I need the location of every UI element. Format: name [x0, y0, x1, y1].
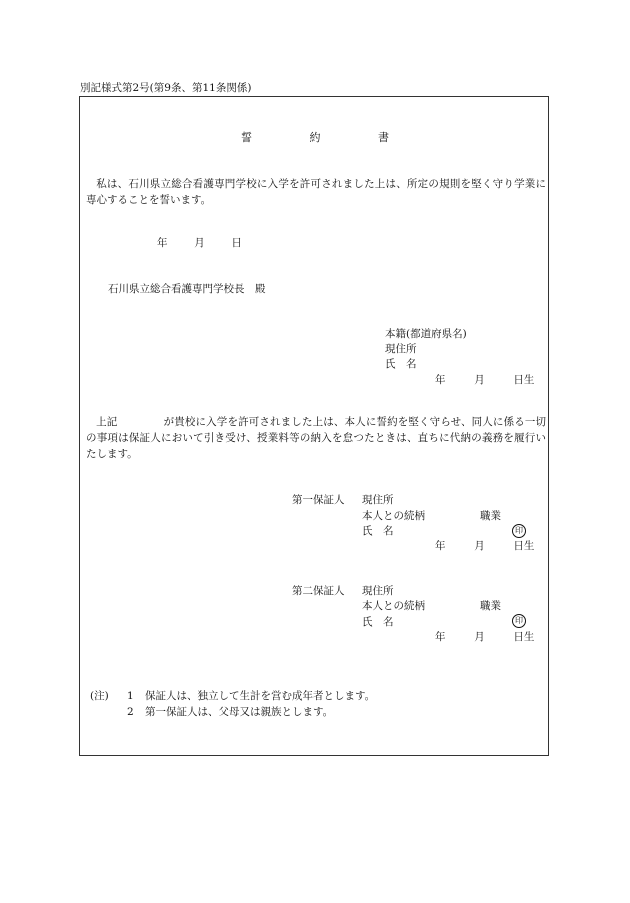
seal-icon: 印 — [512, 614, 526, 628]
guarantee-body: が貴校に入学を許可されました上は、本人に誓約を堅く守らせ、同人に係る一切の事項は保証人において引き受け、授業料等の納入を怠つたときは、直ちに代納の義務を履行いたします。 — [86, 416, 546, 460]
addressee: 石川県立総合看護専門学校長 殿 — [108, 283, 266, 295]
note-text: 保証人は、独立して生計を営む成年者とします。 — [145, 690, 376, 702]
title-char: 約 — [309, 131, 321, 144]
guarantor-address: 現住所 — [362, 585, 394, 597]
birth-month: 月 — [474, 374, 485, 386]
birth-year: 年 — [435, 540, 446, 552]
form-code: 別記様式第2号(第9条、第11条関係) — [80, 82, 252, 94]
pledge-date — [157, 236, 242, 250]
document-title — [0, 131, 630, 145]
guarantor-address: 現住所 — [362, 494, 394, 506]
note-number: 1 — [127, 690, 134, 702]
student-name: 氏 名 — [385, 358, 417, 370]
pledge-text: 私は、石川県立総合看護専門学校に入学を許可されました上は、所定の規則を堅く守り学業に専心することを誓います。 — [86, 178, 546, 206]
student-honseki: 本籍(都道府県名) — [385, 328, 467, 340]
date-month: 月 — [194, 237, 205, 249]
birth-day: 日生 — [513, 631, 535, 643]
title-char: 誓 — [241, 131, 252, 144]
birth-year: 年 — [435, 631, 446, 643]
guarantor-relation: 本人との続柄 — [362, 510, 425, 522]
date-day: 日 — [231, 237, 242, 249]
birth-day: 日生 — [513, 374, 535, 386]
guarantor-label: 第二保証人 — [292, 585, 345, 597]
student-address: 現住所 — [385, 343, 417, 355]
guarantor-relation: 本人との続柄 — [362, 600, 425, 612]
note-number: 2 — [127, 706, 134, 718]
guarantor-occupation: 職業 — [480, 600, 501, 612]
guarantor-name: 氏 名 — [362, 525, 394, 537]
guarantor-birthdate — [435, 539, 534, 553]
title-char: 書 — [378, 131, 389, 144]
birth-month: 月 — [474, 540, 485, 552]
guarantor-occupation: 職業 — [480, 510, 501, 522]
guarantee-paragraph — [86, 414, 546, 462]
guarantor-birthdate — [435, 630, 534, 644]
student-birthdate — [435, 373, 534, 387]
seal-icon: 印 — [512, 524, 526, 538]
pledge-paragraph — [86, 176, 546, 208]
birth-day: 日生 — [513, 540, 535, 552]
guarantor-label: 第一保証人 — [292, 494, 345, 506]
guarantee-lead: 上記 — [96, 416, 118, 428]
birth-year: 年 — [435, 374, 446, 386]
date-year: 年 — [157, 237, 168, 249]
notes-label: (注) — [90, 690, 109, 702]
note-text: 第一保証人は、父母又は親族とします。 — [145, 706, 334, 718]
guarantor-name: 氏 名 — [362, 616, 394, 628]
birth-month: 月 — [474, 631, 485, 643]
